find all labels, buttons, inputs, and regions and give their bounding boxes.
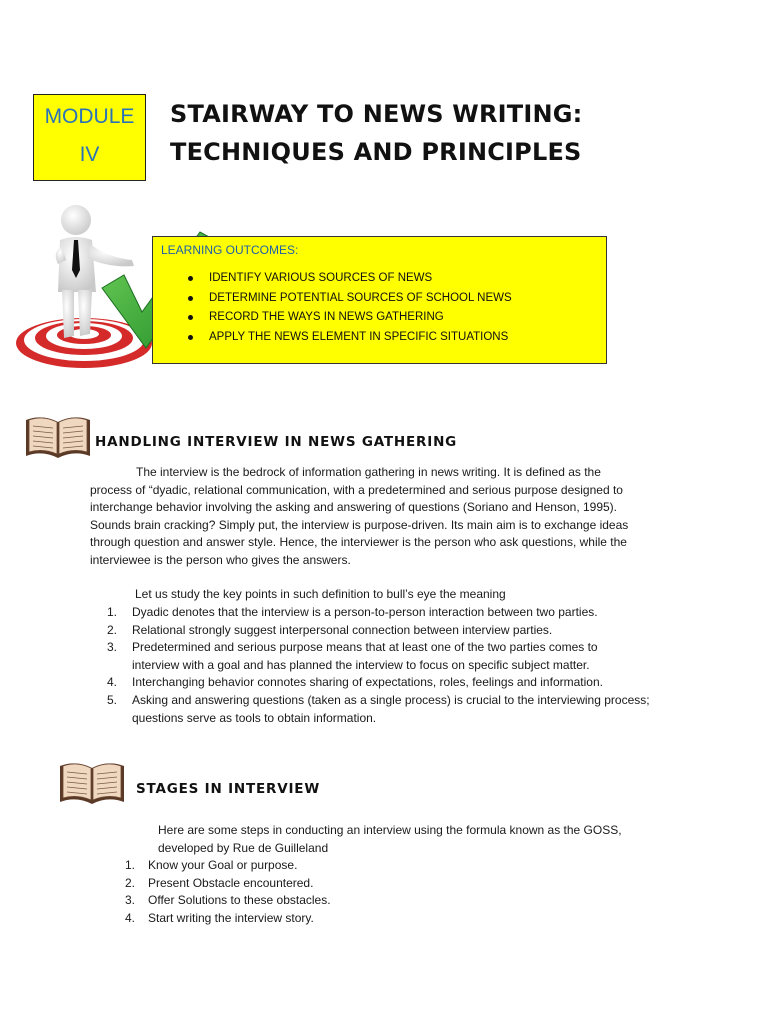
module-number: IV <box>79 143 100 166</box>
paragraph-line: Sounds brain cracking? Simply put, the interview is purpose-driven. Its main aim is to exchange ideas <box>90 517 629 532</box>
list-item-number: 2. <box>125 875 136 890</box>
list-item <box>125 892 625 910</box>
list-item-number: 3. <box>107 640 118 655</box>
section-heading-interview: HANDLING INTERVIEW IN NEWS GATHERING <box>95 434 458 450</box>
module-label: MODULE <box>44 105 135 128</box>
list-item <box>107 674 677 692</box>
list-item <box>107 622 677 640</box>
open-book-icon <box>58 758 126 806</box>
module-badge <box>33 94 146 181</box>
list-item <box>125 910 625 928</box>
interview-definition-paragraph <box>90 464 670 570</box>
list-item <box>107 692 677 727</box>
list-item-text: Interchanging behavior connotes sharing of expectations, roles, feelings and information. <box>132 675 603 690</box>
learning-outcome-item: RECORD THE WAYS IN NEWS GATHERING <box>186 308 606 328</box>
list-item-text: Asking and answering questions (taken as a single process) is crucial to the interviewing process; <box>132 692 650 707</box>
list-item <box>107 604 677 622</box>
learning-outcomes-list <box>161 269 606 347</box>
list-item-text: Present Obstacle encountered. <box>148 875 314 890</box>
paragraph-line: interviewee is the person who gives the answers. <box>90 552 351 567</box>
paragraph-line: The interview is the bedrock of information gathering in news writing. It is defined as the <box>136 465 601 479</box>
list-item-number: 4. <box>125 910 136 925</box>
page-title-line-2: TECHNIQUES AND PRINCIPLES <box>170 138 582 166</box>
learning-outcome-item: IDENTIFY VARIOUS SOURCES OF NEWS <box>186 269 606 289</box>
learning-outcomes-heading: LEARNING OUTCOMES: <box>161 243 299 257</box>
key-points-list <box>107 604 677 727</box>
paragraph-line: through question and answer style. Hence, the interviewer is the person who ask questions, while the <box>90 535 627 550</box>
paragraph-line: Here are some steps in conducting an interview using the formula known as the GOSS, <box>158 823 622 837</box>
list-item <box>125 857 625 875</box>
stages-intro-paragraph <box>158 822 718 857</box>
list-item <box>125 875 625 893</box>
list-item-number: 2. <box>107 622 118 637</box>
list-item-text: questions serve as tools to obtain information. <box>132 710 377 725</box>
key-points-intro: Let us study the key points in such definition to bull’s eye the meaning <box>135 587 506 601</box>
list-item-text: Offer Solutions to these obstacles. <box>148 893 331 908</box>
list-item <box>107 639 677 674</box>
open-book-icon <box>24 412 92 460</box>
list-item-text: Know your Goal or purpose. <box>148 858 298 872</box>
list-item-text: Relational strongly suggest interpersonal connection between interview parties. <box>132 622 553 637</box>
paragraph-line: interchange behavior involving the asking and answering of questions (Soriano and Henson, 1995). <box>90 500 618 515</box>
learning-outcome-item: APPLY THE NEWS ELEMENT IN SPECIFIC SITUATIONS <box>186 328 606 348</box>
goss-steps-list <box>125 857 625 927</box>
section-heading-stages: STAGES IN INTERVIEW <box>136 781 321 797</box>
list-item-text: interview with a goal and has planned the interview to focus on specific subject matter. <box>132 657 590 672</box>
learning-outcomes-box <box>152 236 607 364</box>
paragraph-line: process of “dyadic, relational communication, with a predetermined and serious purpose designed to <box>90 482 623 497</box>
list-item-number: 5. <box>107 692 118 707</box>
list-item-number: 1. <box>107 605 118 619</box>
learning-outcome-item: DETERMINE POTENTIAL SOURCES OF SCHOOL NEWS <box>186 289 606 309</box>
list-item-number: 1. <box>125 858 136 872</box>
page-title-line-1: STAIRWAY TO NEWS WRITING: <box>170 100 583 128</box>
list-item-text: Dyadic denotes that the interview is a person-to-person interaction between two parties. <box>132 605 598 619</box>
paragraph-line: developed by Rue de Guilleland <box>158 840 329 855</box>
list-item-text: Start writing the interview story. <box>148 910 314 925</box>
list-item-number: 3. <box>125 893 136 908</box>
list-item-number: 4. <box>107 675 118 690</box>
list-item-text: Predetermined and serious purpose means that at least one of the two parties comes to <box>132 640 598 655</box>
presenter-figure-icon <box>56 205 134 338</box>
